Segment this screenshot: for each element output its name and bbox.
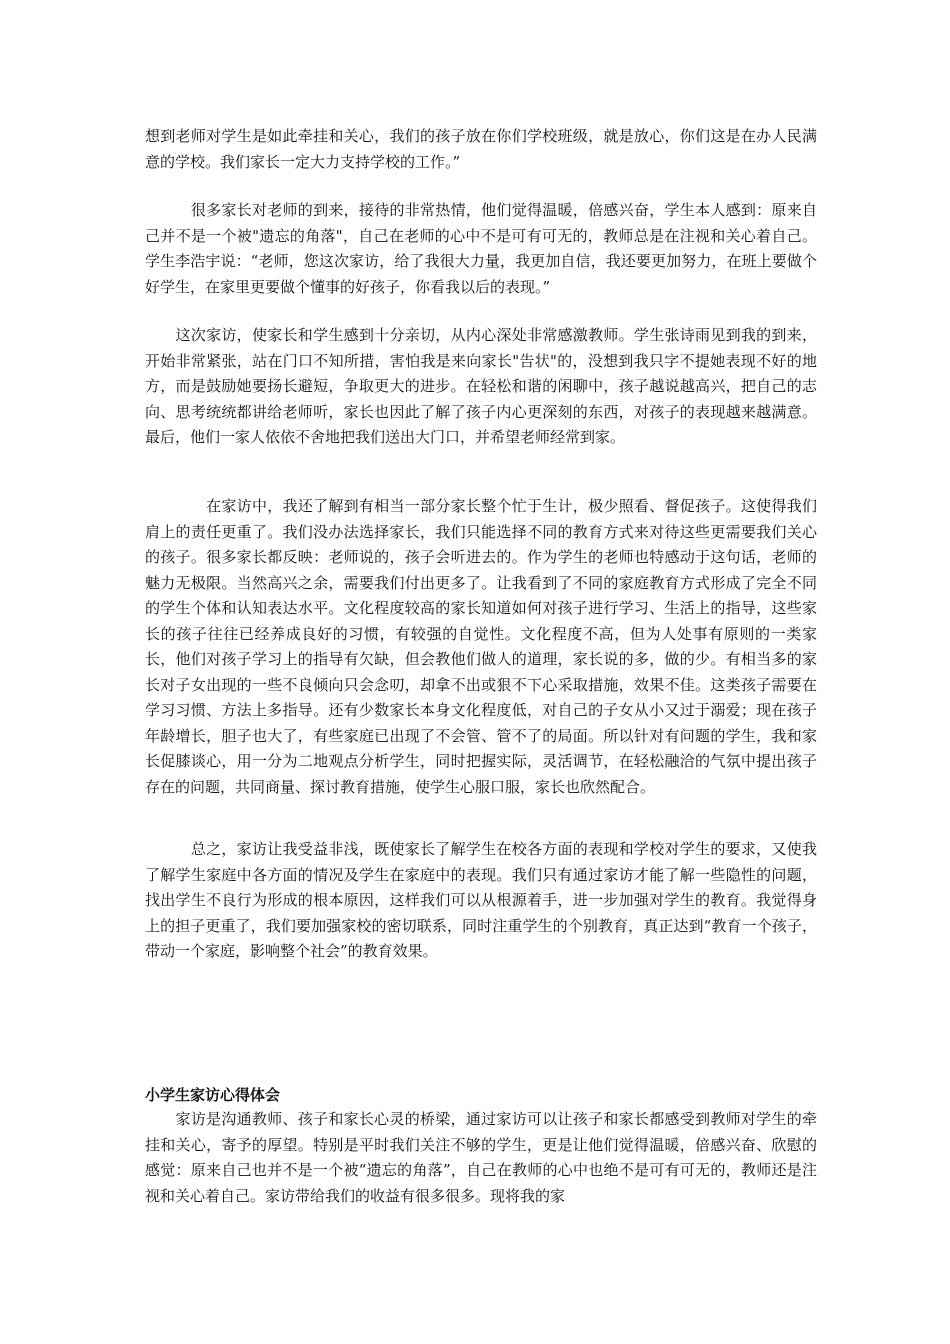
paragraph-4: 在家访中，我还了解到有相当一部分家长整个忙于生计，极少照看、督促孩子。这使得我们肩上的责任更重了。我们没办法选择家长，我们只能选择不同的教育方式来对待这些更需要我们关心的孩子。很多家长都反映：老师说的，孩子会听进去的。作为学生的老师也特感动于这句话，老师的魅力无极限。当然高兴之余，需要我们付出更多了。让我看到了不同的家庭教育方式形成了完全不同的学生个体和认知表达水平。文化程度较高的家长知道如何对孩子进行学习、生活上的指导，这些家长的孩子往往已经养成良好的习惯，有较强的自觉性。文化程度不高，但为人处事有原则的一类家长，他们对孩子学习上的指导有欠缺，但会教他们做人的道理，家长说的多，做的少。有相当多的家长对子女出现的一些不良倾向只会念叨，却拿不出或狠不下心采取措施，效果不佳。这类孩子需要在学习习惯、方法上多指导。还有少数家长本身文化程度低，对自己的子女从小又过于溺爱；现在孩子年龄增长，胆子也大了，有些家庭已出现了不会管、管不了的局面。所以针对有问题的学生，我和家长促膝谈心，用一分为二地观点分析学生，同时把握实际，灵活调节，在轻松融洽的气氛中提出孩子存在的问题，共同商量、探讨教育措施，使学生心服口服，家长也欣然配合。 (145, 497, 817, 796)
paragraph-5: 总之，家访让我受益非浅，既使家长了解学生在校各方面的表现和学校对学生的要求，又使我了解学生家庭中各方面的情况及学生在家庭中的表现。我们只有通过家访才能了解一些隐性的问题，找出学生不良行为形成的根本原因，这样我们可以从根源着手，进一步加强对学生的教育。我觉得身上的担子更重了，我们要加强家校的密切联系，同时注重学生的个别教育，真正达到“教育一个孩子，带动一个家庭，影响整个社会”的教育效果。 (145, 840, 817, 960)
paragraph-2: 很多家长对老师的到来，接待的非常热情，他们觉得温暖，倍感兴奋，学生本人感到：原来自己并不是一个被"遗忘的角落"，自己在老师的心中不是可有可无的，教师总是在注视和关心着自己。学生李浩宇说：“老师，您这次家访，给了我很大力量，我更加自信，我还要更加努力，在班上要做个好学生，在家里更要做个懂事的好孩子，你看我以后的表现。” (145, 201, 817, 296)
section-heading: 小学生家访心得体会 (145, 1086, 281, 1104)
paragraph-3: 这次家访，使家长和学生感到十分亲切，从内心深处非常感激教师。学生张诗雨见到我的到来，开始非常紧张，站在门口不知所措，害怕我是来向家长"告状"的，没想到我只字不提她表现不好的地方，而是鼓励她要扬长避短，争取更大的进步。在轻松和谐的闲聊中，孩子越说越高兴，把自己的志向、思考统统都讲给老师听，家长也因此了解了孩子内心更深刻的东西，对孩子的表现越来越满意。最后，他们一家人依依不舍地把我们送出大门口，并希望老师经常到家。 (145, 326, 817, 446)
paragraph-final: 家访是沟通教师、孩子和家长心灵的桥梁，通过家访可以让孩子和家长都感受到教师对学生的牵挂和关心，寄予的厚望。特别是平时我们关注不够的学生，更是让他们觉得温暖，倍感兴奋、欣慰的感觉：原来自己也并不是一个被“遗忘的角落”，自己在教师的心中也绝不是可有可无的，教师还是注视和关心着自己。家访带给我们的收益有很多很多。现将我的家 (145, 1110, 817, 1205)
paragraph-1: 想到老师对学生是如此牵挂和关心，我们的孩子放在你们学校班级，就是放心，你们这是在办人民满意的学校。我们家长一定大力支持学校的工作。” (145, 127, 817, 171)
